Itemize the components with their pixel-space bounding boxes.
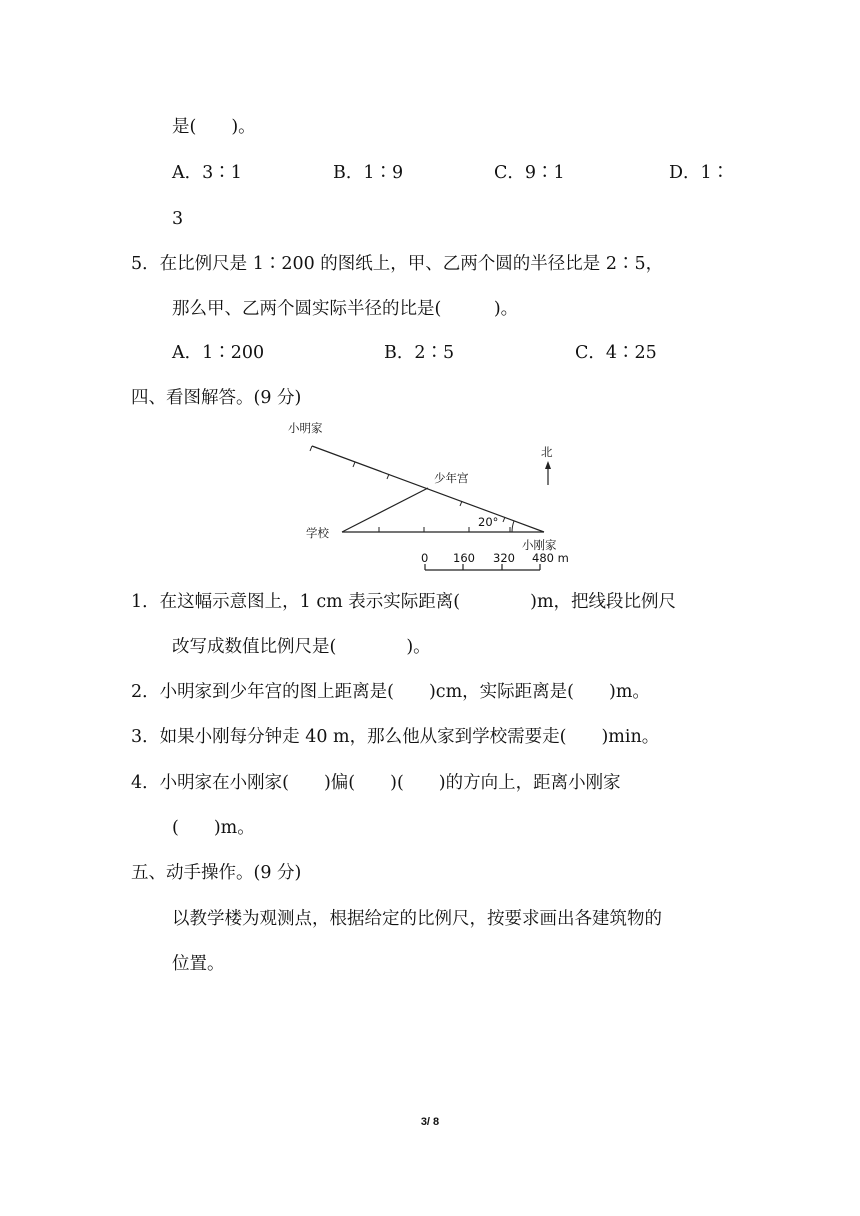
q5-option-a: A．1∶200 — [172, 343, 265, 363]
scale-bar — [425, 564, 540, 570]
scale-tick-160: 160 — [453, 551, 475, 565]
s4-q4-line2: ( )m。 — [172, 818, 255, 838]
page-number: 3/ 8 — [420, 1116, 440, 1128]
q5-option-b: B．2∶5 — [384, 343, 455, 363]
q4-option-a: A．3∶1 — [172, 163, 242, 183]
label-angle: 20° — [478, 515, 499, 529]
slanted-ticks — [310, 446, 505, 522]
scale-tick-320: 320 — [493, 551, 515, 565]
section5-title: 五、动手操作。(9 分) — [131, 863, 302, 883]
q5-option-c: C．4∶25 — [575, 343, 657, 363]
s4-q2: 2．小明家到少年宫的图上距离是( )cm，实际距离是( )m。 — [131, 682, 650, 702]
label-youth-palace: 少年宫 — [434, 471, 469, 485]
scale-tick-0: 0 — [421, 551, 429, 565]
q4-stem-end: 是( )。 — [172, 117, 256, 137]
s4-q1-line2: 改写成数值比例尺是( )。 — [172, 637, 431, 657]
q4-option-b: B．1∶9 — [333, 163, 404, 183]
s4-q3: 3．如果小刚每分钟走 40 m，那么他从家到学校需要走( )min。 — [131, 727, 660, 747]
label-xiaogang-home: 小刚家 — [522, 538, 557, 552]
label-north: 北 — [541, 445, 553, 459]
q5-stem-line1: 5．在比例尺是 1∶200 的图纸上，甲、乙两个圆的半径比是 2∶5， — [131, 254, 664, 274]
label-xiaoming-home: 小明家 — [288, 421, 323, 435]
school-to-palace-line — [342, 488, 428, 532]
s4-q1-line1: 1．在这幅示意图上，1 cm 表示实际距离( )m，把线段比例尺 — [131, 592, 677, 612]
q4-option-d-wrap: 3 — [172, 209, 184, 229]
q5-stem-line2: 那么甲、乙两个圆实际半径的比是( )。 — [172, 299, 519, 319]
scale-tick-480: 480 m — [532, 551, 569, 565]
angle-arc — [512, 521, 514, 532]
s5-instruction-line1: 以教学楼为观测点，根据给定的比例尺，按要求画出各建筑物的 — [172, 909, 662, 929]
section4-title: 四、看图解答。(9 分) — [131, 388, 302, 408]
map-diagram — [288, 412, 590, 584]
s5-instruction-line2: 位置。 — [172, 954, 225, 974]
s4-q4-line1: 4．小明家在小刚家( )偏( )( )的方向上，距离小刚家 — [131, 773, 621, 793]
q4-option-d: D．1∶ — [669, 163, 730, 183]
xiaoming-to-xiaogang-line — [312, 446, 544, 532]
label-school: 学校 — [306, 526, 329, 540]
north-arrow — [545, 461, 551, 485]
q4-option-c: C．9∶1 — [494, 163, 565, 183]
